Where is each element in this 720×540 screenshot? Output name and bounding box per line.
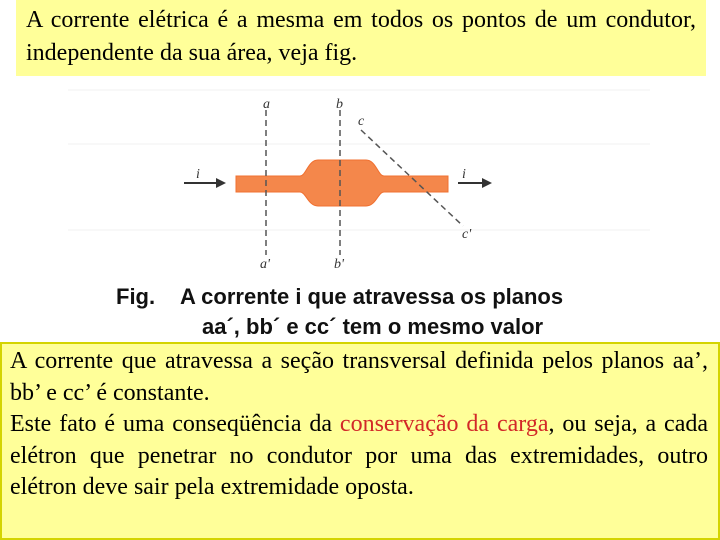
conductor-diagram <box>68 80 650 350</box>
explanation-paragraph-1: A corrente que atravessa a seção transversal definida pelos planos aa’, bb’ e cc’ é constante. <box>10 348 708 406</box>
paragraph-2-start: Este fato é uma conseqüência da <box>10 411 340 437</box>
label-current-left: i <box>196 167 200 182</box>
conservation-of-charge-highlight: conservação da carga <box>339 411 549 437</box>
label-a: a <box>263 97 270 112</box>
conductor-shape <box>236 160 448 206</box>
explanation-text-box <box>0 342 720 540</box>
figure-caption-line1: A corrente i que atravessa os planos <box>180 284 564 309</box>
label-a-prime: a' <box>260 257 270 272</box>
label-b: b <box>336 97 343 112</box>
figure-caption-prefix: Fig. <box>116 284 156 309</box>
label-current-right: i <box>462 167 466 182</box>
intro-text: A corrente elétrica é a mesma em todos os pontos de um condutor, independente da sua área, veja fig. <box>26 7 696 66</box>
label-b-prime: b' <box>334 257 344 272</box>
conductor-figure <box>68 80 650 350</box>
intro-text-box <box>16 0 706 76</box>
label-c: c <box>358 114 365 129</box>
label-c-prime: c' <box>462 227 472 242</box>
explanation-paragraph-2 <box>10 409 708 504</box>
paragraph-2-end: , ou seja, a cada elétron que penetrar no condutor por uma das extremidades, outro elétron deve sair pela extremidade oposta. <box>10 411 708 500</box>
current-arrow-left <box>184 178 226 188</box>
figure-caption-line2: aa´, bb´ e cc´ tem o mesmo valor <box>202 314 544 339</box>
